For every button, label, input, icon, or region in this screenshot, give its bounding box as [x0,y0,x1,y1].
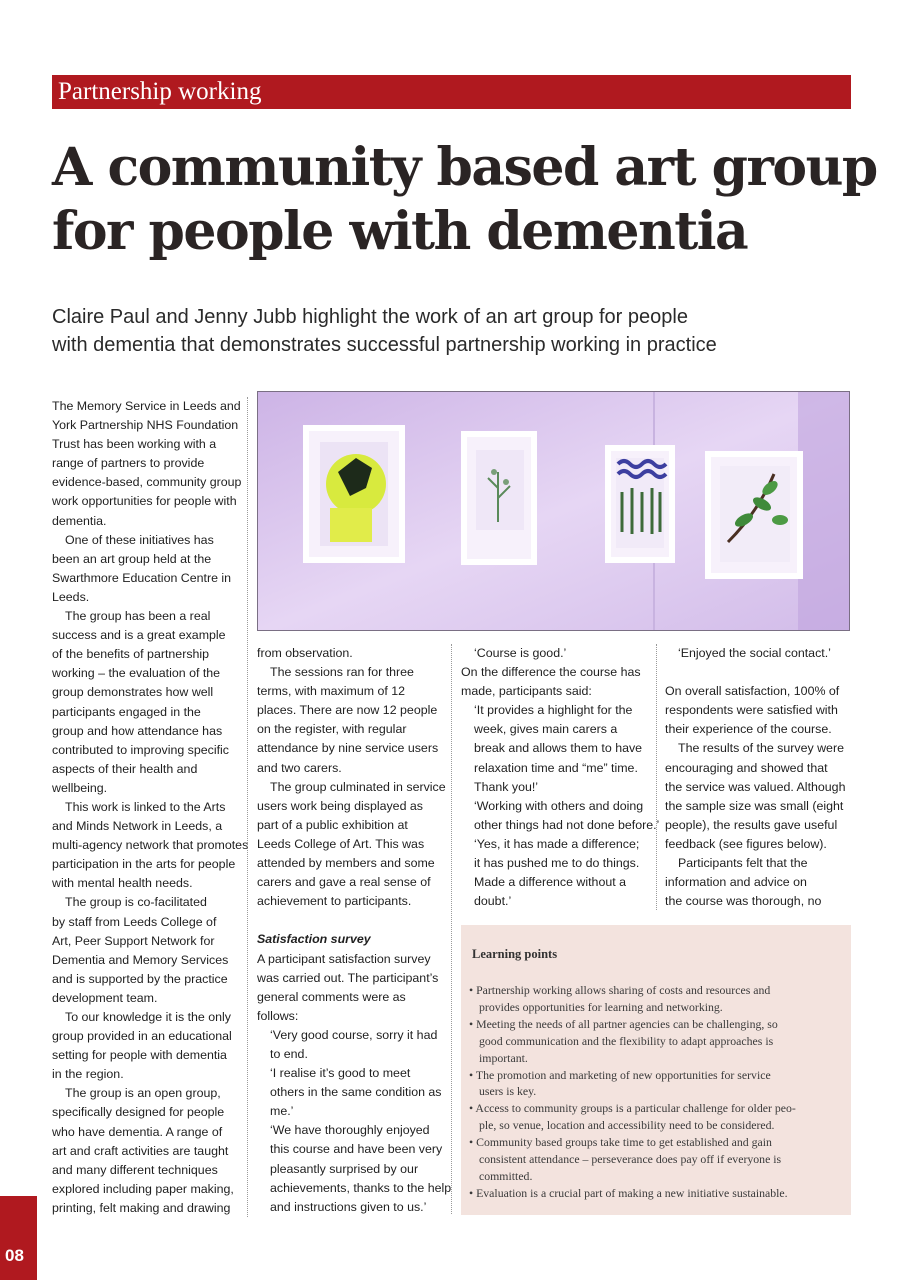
text-line: ‘It provides a highlight for the [474,703,633,718]
article-title [52,136,877,264]
text-line: specifically designed for people [52,1105,225,1120]
learning-point-line: important. [479,1050,528,1065]
text-line: break and allows them to have [474,741,643,756]
text-line: The Memory Service in Leeds and [52,399,241,413]
text-line: success and is a great example [52,628,226,643]
text-line: Thank you!’ [474,779,539,794]
column-rule [451,644,452,1214]
text-line: in the region. [52,1067,124,1082]
text-line: week, gives main carers a [474,722,618,737]
text-line: work opportunities for people with [52,494,237,509]
text-line: and is supported by the practice [52,971,228,986]
text-line: The sessions ran for three [270,665,414,680]
text-line: group demonstrates how well [52,685,214,700]
text-line: working – the evaluation of the [52,666,221,681]
learning-point-line: users is key. [479,1084,537,1099]
body-column-2 [257,644,452,1217]
text-line [665,663,855,682]
learning-points-list [469,982,847,1202]
text-line: ‘I realise it’s good to meet [270,1066,411,1081]
subheading: Satisfaction survey [257,932,371,947]
title-line: A community based art group [52,137,877,198]
text-line: Made a difference without a [474,875,626,890]
text-line: participants engaged in the [52,704,201,719]
text-line: this course and have been very [270,1142,443,1157]
text-line: with mental health needs. [52,876,193,891]
text-line: Dementia and Memory Services [52,952,229,967]
text-line: The group has been a real [65,609,211,624]
text-line: feedback (see figures below). [665,836,827,851]
text-line: on the register, with regular [257,722,407,737]
text-line: contributed to improving specific [52,742,229,757]
text-line: of the benefits of partnership [52,647,210,662]
text-line [257,911,447,930]
text-line: carers and gave a real sense of [257,875,431,890]
text-line: ‘Course is good.’ [474,646,567,660]
text-line: development team. [52,990,158,1005]
text-line: me.’ [270,1104,294,1119]
section-label: Partnership working [58,78,262,105]
text-line: part of a public exhibition at [257,817,408,832]
text-line: The results of the survey were [678,741,844,756]
text-line: from observation. [257,646,353,660]
text-line: Trust has been working with a [52,437,217,452]
text-line: group and how attendance has [52,723,223,738]
text-line: users work being displayed as [257,798,423,813]
text-line: and instructions given to us.’ [270,1199,427,1214]
text-line: The group culminated in service [270,779,446,794]
page-number: 08 [5,1246,24,1265]
text-line: multi-agency network that promotes [52,838,249,853]
text-line: follows: [257,1008,299,1023]
text-line: their experience of the course. [665,722,832,737]
text-line: ‘Working with others and doing [474,798,644,813]
learning-point-line: • Partnership working allows sharing of costs and resources and [469,983,771,997]
learning-point-line: • Meeting the needs of all partner agencies can be challenging, so [469,1016,778,1031]
text-line: other things had not done before.’ [474,817,660,832]
text-line: terms, with maximum of 12 [257,684,406,699]
text-line: the course was thorough, no [665,894,822,909]
text-line: to end. [270,1046,308,1061]
artwork-photo-illustration [258,392,850,631]
learning-point [469,1185,847,1202]
learning-point-line: • Community based groups take time to get established and gain [469,1135,772,1150]
text-line: been an art group held at the [52,551,212,566]
body-column-3 [461,644,660,911]
text-line: respondents were satisfied with [665,703,838,718]
text-line: it has pushed me to do things. [474,856,640,871]
text-line: made, participants said: [461,684,592,699]
text-line: people), the results gave useful [665,817,838,832]
text-line: This work is linked to the Arts [65,799,226,814]
body-column-4 [665,644,855,911]
text-line: by staff from Leeds College of [52,914,217,929]
text-line: Leeds. [52,589,90,604]
text-line: Participants felt that the [678,856,808,871]
column-rule [247,397,248,1217]
text-line: explored including paper making, [52,1181,234,1196]
standfirst-line: Claire Paul and Jenny Jubb highlight the work of an art group for people [52,306,688,328]
text-line: evidence-based, community group [52,475,242,490]
learning-point [469,1100,847,1134]
text-line: attended by members and some [257,856,435,871]
text-line: achievements, thanks to the help [270,1180,452,1195]
text-line: aspects of their health and [52,761,198,776]
text-line: participation in the arts for people [52,857,236,872]
text-line: The group is co-facilitated [65,895,207,910]
text-line: wellbeing. [52,780,108,795]
text-line: who have dementia. A range of [52,1124,223,1139]
text-line: and many different techniques [52,1162,218,1177]
text-line: One of these initiatives has [65,532,214,547]
text-line: and two carers. [257,760,342,775]
learning-point-line: ple, so venue, location and accessibility need to be considered. [479,1118,775,1133]
text-line: To our knowledge it is the only [65,1010,231,1024]
text-line: places. There are now 12 people [257,703,438,718]
learning-point [469,1067,847,1101]
text-line: ‘Very good course, sorry it had [270,1027,438,1042]
learning-point [469,1134,847,1185]
text-line: setting for people with dementia [52,1048,227,1063]
learning-point-line: consistent attendance – perseverance does pay off if everyone is [479,1152,782,1167]
learning-point [469,982,847,1016]
section-banner [52,75,851,109]
text-line: On the difference the course has [461,665,641,680]
column-rule [656,644,657,910]
exhibition-photo [257,391,850,631]
page-number-tab [0,1196,37,1280]
text-line: A participant satisfaction survey [257,951,431,966]
body-column-1 [52,397,249,1218]
text-line: the sample size was small (eight [665,798,844,813]
learning-points-heading: Learning points [472,947,558,961]
text-line: pleasantly surprised by our [270,1161,419,1176]
text-line: ‘Yes, it has made a difference; [474,836,640,851]
learning-point-line: good communication and the flexibility to adapt approaches is [479,1033,774,1048]
learning-point-line: • Evaluation is a crucial part of making a new initiative sustainable. [469,1185,788,1200]
text-line: ‘We have thoroughly enjoyed [270,1123,430,1138]
text-line: group provided in an educational [52,1029,232,1044]
text-line: general comments were as [257,989,406,1004]
learning-point [469,1016,847,1067]
text-line: achievement to participants. [257,894,412,909]
text-line: dementia. [52,513,107,528]
text-line: encouraging and showed that [665,760,828,775]
learning-point-line: provides opportunities for learning and networking. [479,999,723,1014]
text-line: range of partners to provide [52,456,205,471]
text-line: the service was valued. Although [665,779,846,794]
learning-points-box [461,925,851,1215]
text-line: On overall satisfaction, 100% of [665,684,840,699]
text-line: doubt.’ [474,894,512,909]
text-line: relaxation time and “me” time. [474,760,638,775]
text-line: information and advice on [665,875,807,890]
standfirst-line: with dementia that demonstrates successful partnership working in practice [52,334,717,356]
text-line: art and craft activities are taught [52,1143,229,1158]
text-line: The group is an open group, [65,1086,221,1101]
text-line: others in the same condition as [270,1085,442,1100]
text-line: was carried out. The participant’s [257,970,439,985]
text-line: ‘Enjoyed the social contact.’ [678,646,831,660]
title-line: for people with dementia [52,201,748,262]
standfirst [52,303,852,359]
text-line: attendance by nine service users [257,741,439,756]
text-line: and Minds Network in Leeds, a [52,819,223,834]
text-line: printing, felt making and drawing [52,1200,231,1215]
learning-point-line: • The promotion and marketing of new opportunities for service [469,1067,771,1082]
learning-point-line: • Access to community groups is a particular challenge for older peo- [469,1101,796,1116]
text-line: Leeds College of Art. This was [257,836,425,851]
learning-point-line: committed. [479,1168,533,1183]
text-line: Swarthmore Education Centre in [52,570,232,585]
text-line: York Partnership NHS Foundation [52,418,239,433]
text-line: Art, Peer Support Network for [52,933,215,948]
